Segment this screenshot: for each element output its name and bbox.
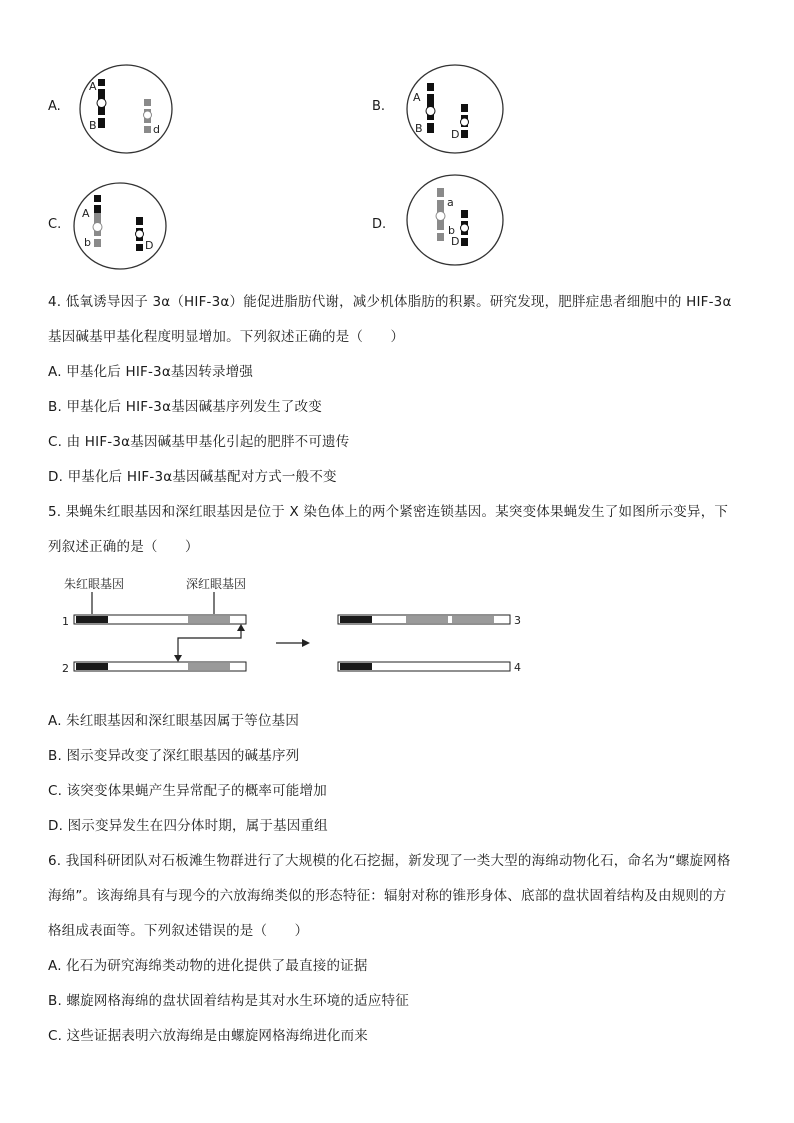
cell-diagram-d — [404, 172, 506, 268]
gene-label: A — [413, 91, 421, 104]
option-a: A. 甲基化后 HIF-3α基因转录增强 — [48, 364, 254, 380]
question-stem: 格组成表面等。下列叙述错误的是（ ） — [48, 923, 309, 939]
option-c: C. 这些证据表明六放海绵是由螺旋网格海绵进化而来 — [48, 1028, 369, 1044]
option-b: B. 图示变异改变了深红眼基因的碱基序列 — [48, 748, 300, 764]
option-c: C. 该突变体果蝇产生异常配子的概率可能增加 — [48, 783, 327, 799]
gene-label: B — [89, 119, 97, 132]
cell-diagram-b — [405, 63, 505, 155]
option-letter: A. — [48, 99, 61, 114]
question-stem: 海绵”。该海绵具有与现今的六放海绵类似的形态特征：辐射对称的锥形身体、底部的盘状固着结构及由规则的方 — [48, 888, 727, 904]
chromosome-number: 4 — [514, 661, 521, 674]
option-c: C. 由 HIF-3α基因碱基甲基化引起的肥胖不可遗传 — [48, 434, 350, 450]
chromosome-number: 2 — [62, 662, 69, 675]
chromosome-figure — [58, 573, 538, 689]
gene-label: D — [451, 235, 460, 248]
gene-label: B — [415, 122, 423, 135]
option-d: D. 图示变异发生在四分体时期，属于基因重组 — [48, 818, 328, 834]
option-letter: B. — [372, 99, 386, 114]
gene-label: D — [145, 239, 154, 252]
gene-label: a — [447, 196, 454, 209]
question-stem: 列叙述正确的是（ ） — [48, 539, 199, 555]
option-b: B. 甲基化后 HIF-3α基因碱基序列发生了改变 — [48, 399, 322, 415]
question-stem: 6. 我国科研团队对石板滩生物群进行了大规模的化石挖掘，新发现了一类大型的海绵动物化石，命名为“螺旋网格 — [48, 853, 731, 869]
gene-label: D — [451, 128, 460, 141]
cell-diagram-c — [72, 181, 168, 271]
vermilion-gene-label: 朱红眼基因 — [64, 577, 125, 591]
gene-label: A — [82, 207, 90, 220]
option-letter: C. — [48, 217, 62, 232]
gene-label: d — [153, 123, 160, 136]
gene-label: b — [84, 236, 91, 249]
cell-diagram-a — [78, 63, 174, 155]
question-stem: 4. 低氧诱导因子 3α（HIF-3α）能促进脂肪代谢，减少机体脂肪的积累。研究发现，肥胖症患者细胞中的 HIF-3α — [48, 294, 732, 310]
chromosome-number: 1 — [62, 615, 69, 628]
option-d: D. 甲基化后 HIF-3α基因碱基配对方式一般不变 — [48, 469, 337, 485]
option-a: A. 化石为研究海绵类动物的进化提供了最直接的证据 — [48, 958, 368, 974]
crimson-gene-label: 深红眼基因 — [186, 577, 247, 591]
gene-label: b — [448, 224, 455, 237]
question-stem: 基因碱基甲基化程度明显增加。下列叙述正确的是（ ） — [48, 329, 405, 345]
chromosome-number: 3 — [514, 614, 521, 627]
gene-label: A — [89, 80, 97, 93]
question-stem: 5. 果蝇朱红眼基因和深红眼基因是位于 X 染色体上的两个紧密连锁基因。某突变体果蝇发生了如图所示变异，下 — [48, 504, 729, 520]
option-b: B. 螺旋网格海绵的盘状固着结构是其对水生环境的适应特征 — [48, 993, 409, 1009]
option-letter: D. — [372, 217, 387, 232]
option-a: A. 朱红眼基因和深红眼基因属于等位基因 — [48, 713, 300, 729]
